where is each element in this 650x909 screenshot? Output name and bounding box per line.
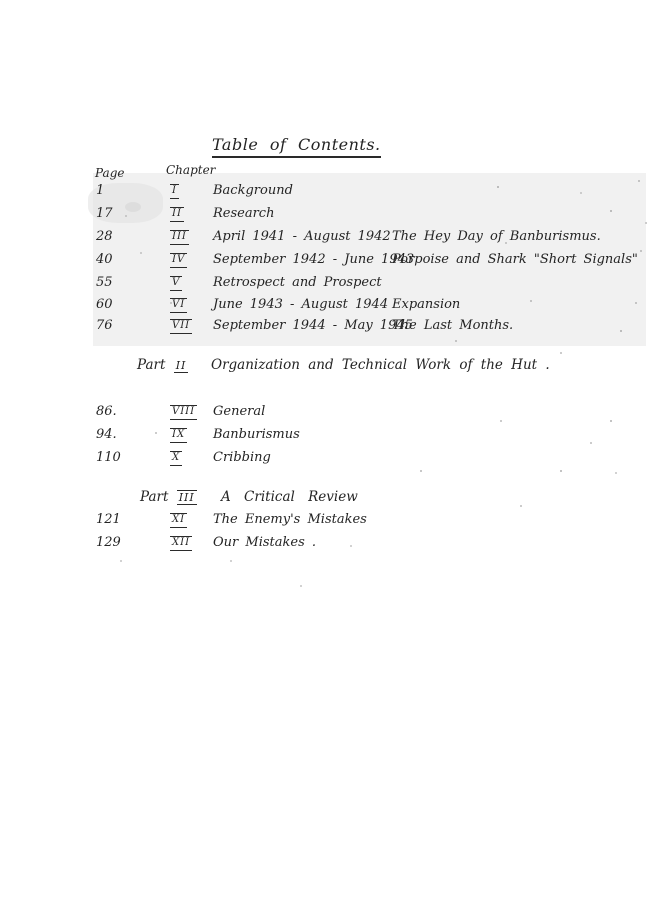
chapter-numeral: IX bbox=[170, 428, 187, 443]
chapter-title: The Enemy's Mistakes bbox=[213, 512, 367, 527]
part-label bbox=[137, 357, 188, 373]
chapter-title: Our Mistakes . bbox=[213, 535, 316, 550]
page-number: 40 bbox=[96, 252, 113, 267]
chapter-title: September 1942 - June 1943 bbox=[213, 252, 415, 267]
page-number: 86. bbox=[96, 404, 117, 419]
chapter-title: General bbox=[213, 404, 266, 419]
chapter-title: Cribbing bbox=[213, 450, 271, 465]
chapter-numeral: IV bbox=[170, 253, 187, 268]
chapter-subtitle: The Hey Day of Banburismus. bbox=[392, 229, 601, 244]
toc-row bbox=[0, 512, 650, 532]
chapter-title: April 1941 - August 1942 bbox=[213, 229, 391, 244]
chapter-numeral: III bbox=[170, 230, 189, 245]
part-word: Part bbox=[140, 489, 169, 505]
part-numeral: II bbox=[175, 359, 187, 372]
page-number: 1 bbox=[96, 183, 105, 198]
toc-row bbox=[0, 297, 650, 317]
page-number: 94. bbox=[96, 427, 117, 442]
page-number: 17 bbox=[96, 206, 113, 221]
toc-row bbox=[0, 252, 650, 272]
toc-row bbox=[0, 450, 650, 470]
page-number: 28 bbox=[96, 229, 113, 244]
toc-row bbox=[0, 275, 650, 295]
chapter-title: Retrospect and Prospect bbox=[213, 275, 382, 290]
toc-row bbox=[0, 318, 650, 338]
part-label bbox=[140, 489, 197, 505]
part-title: A Critical Review bbox=[221, 489, 358, 505]
toc-row bbox=[0, 404, 650, 424]
toc-row bbox=[0, 183, 650, 203]
column-header-page: Page bbox=[95, 166, 125, 180]
chapter-title: Banburismus bbox=[213, 427, 300, 442]
chapter-numeral: VIII bbox=[170, 405, 197, 420]
column-header-chapter: Chapter bbox=[166, 163, 216, 177]
toc-row bbox=[0, 206, 650, 226]
page-number: 110 bbox=[96, 450, 121, 465]
page-number: 129 bbox=[96, 535, 121, 550]
part-word: Part bbox=[137, 357, 166, 373]
page-number: 60 bbox=[96, 297, 113, 312]
part-title: Organization and Technical Work of the Hut . bbox=[211, 357, 550, 373]
chapter-numeral: VII bbox=[170, 319, 192, 334]
chapter-title: September 1944 - May 1945 bbox=[213, 318, 413, 333]
page-number: 76 bbox=[96, 318, 113, 333]
chapter-numeral: XII bbox=[170, 536, 192, 551]
scan-noise bbox=[0, 0, 2, 2]
chapter-numeral: V bbox=[170, 276, 182, 291]
toc-row bbox=[0, 427, 650, 447]
toc-row bbox=[0, 535, 650, 555]
page-number: 121 bbox=[96, 512, 121, 527]
chapter-subtitle: Expansion bbox=[392, 297, 461, 312]
chapter-numeral: II bbox=[170, 207, 184, 222]
chapter-numeral: X bbox=[170, 451, 182, 466]
chapter-title: June 1943 - August 1944 bbox=[213, 297, 389, 312]
chapter-numeral: XI bbox=[170, 513, 187, 528]
page-number: 55 bbox=[96, 275, 113, 290]
chapter-title: Background bbox=[213, 183, 293, 198]
chapter-subtitle: The Last Months. bbox=[392, 318, 514, 333]
chapter-numeral: I bbox=[170, 184, 179, 199]
toc-row bbox=[0, 229, 650, 249]
page-title: Table of Contents. bbox=[212, 135, 381, 158]
chapter-title: Research bbox=[213, 206, 275, 221]
part-numeral: III bbox=[178, 491, 195, 504]
chapter-numeral: VI bbox=[170, 298, 187, 313]
chapter-subtitle: Porpoise and Shark "Short Signals" bbox=[392, 252, 638, 267]
